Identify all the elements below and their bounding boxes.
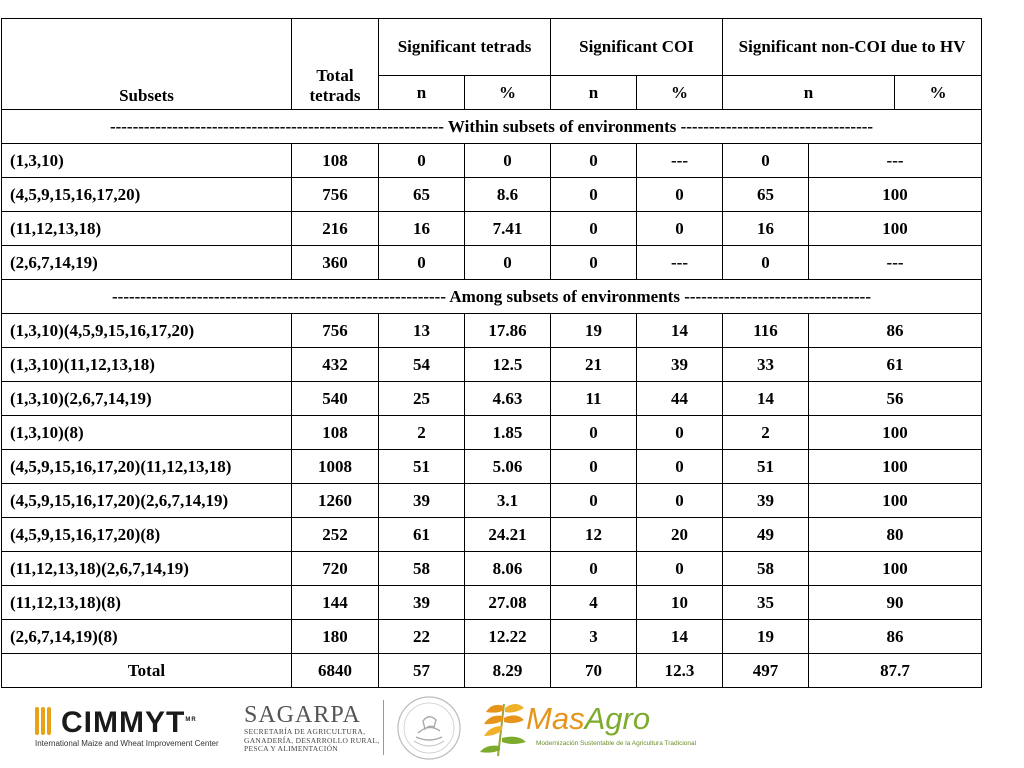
cell-noncoi-pct: ---	[809, 144, 982, 178]
section-among	[2, 280, 982, 314]
cell-noncoi-pct: ---	[809, 246, 982, 280]
cell-tetrads-pct: 12.5	[465, 348, 551, 382]
cell-noncoi-pct: 100	[809, 450, 982, 484]
table-row	[2, 314, 982, 348]
cell-subset: (4,5,9,15,16,17,20)(8)	[2, 518, 292, 552]
cell-subset: (1,3,10)	[2, 144, 292, 178]
cell-total-tetrads: 360	[292, 246, 379, 280]
cell-total-tetrads: 144	[292, 586, 379, 620]
cell-coi-n: 0	[551, 178, 637, 212]
cell-coi-pct: 14	[637, 620, 723, 654]
cell-noncoi-pct: 90	[809, 586, 982, 620]
cell-noncoi-n: 2	[723, 416, 809, 450]
cell-total-tetrads: 1008	[292, 450, 379, 484]
cell-coi-pct: 10	[637, 586, 723, 620]
cell-subset: (1,3,10)(8)	[2, 416, 292, 450]
cell-total-tetrads: 540	[292, 382, 379, 416]
header-row-1	[2, 19, 982, 76]
cell-noncoi-pct: 86	[809, 620, 982, 654]
cell-subset: (4,5,9,15,16,17,20)	[2, 178, 292, 212]
cell-subset: Total	[2, 654, 292, 688]
cell-tetrads-n: 25	[379, 382, 465, 416]
cell-coi-pct: ---	[637, 246, 723, 280]
cell-coi-pct: 0	[637, 450, 723, 484]
cell-coi-n: 0	[551, 552, 637, 586]
cell-coi-pct: 20	[637, 518, 723, 552]
cell-tetrads-pct: 8.06	[465, 552, 551, 586]
section-among-label: ----------------------------------------------------------- Among subsets of environments ---------------------------------	[2, 280, 982, 314]
cell-coi-n: 21	[551, 348, 637, 382]
cell-subset: (2,6,7,14,19)	[2, 246, 292, 280]
cell-noncoi-pct: 56	[809, 382, 982, 416]
cell-tetrads-pct: 0	[465, 246, 551, 280]
header-total-tetrads: Total tetrads	[292, 19, 379, 110]
cell-tetrads-pct: 17.86	[465, 314, 551, 348]
cell-coi-n: 3	[551, 620, 637, 654]
sagarpa-logo	[244, 702, 380, 764]
table-body	[2, 19, 982, 688]
cell-subset: (2,6,7,14,19)(8)	[2, 620, 292, 654]
cell-noncoi-n: 16	[723, 212, 809, 246]
total-row	[2, 654, 982, 688]
cell-total-tetrads: 180	[292, 620, 379, 654]
cell-coi-pct: 39	[637, 348, 723, 382]
cell-coi-n: 0	[551, 484, 637, 518]
table-row	[2, 246, 982, 280]
cell-tetrads-pct: 5.06	[465, 450, 551, 484]
cell-tetrads-n: 13	[379, 314, 465, 348]
cell-noncoi-n: 14	[723, 382, 809, 416]
header-noncoi-n: n	[723, 76, 895, 110]
cell-total-tetrads: 720	[292, 552, 379, 586]
logo-divider	[383, 700, 384, 755]
cell-coi-n: 70	[551, 654, 637, 688]
cell-coi-n: 0	[551, 144, 637, 178]
table-row	[2, 552, 982, 586]
table-row	[2, 484, 982, 518]
cell-coi-pct: 44	[637, 382, 723, 416]
cell-noncoi-n: 65	[723, 178, 809, 212]
cell-subset: (11,12,13,18)	[2, 212, 292, 246]
cell-coi-n: 4	[551, 586, 637, 620]
cell-coi-n: 0	[551, 416, 637, 450]
cell-tetrads-pct: 3.1	[465, 484, 551, 518]
cell-noncoi-n: 51	[723, 450, 809, 484]
cell-tetrads-pct: 24.21	[465, 518, 551, 552]
cell-noncoi-n: 58	[723, 552, 809, 586]
cell-noncoi-n: 39	[723, 484, 809, 518]
cell-noncoi-n: 0	[723, 246, 809, 280]
cell-noncoi-pct: 100	[809, 416, 982, 450]
header-tetrads-pct: %	[465, 76, 551, 110]
cell-noncoi-pct: 80	[809, 518, 982, 552]
cell-tetrads-n: 39	[379, 586, 465, 620]
cell-coi-n: 12	[551, 518, 637, 552]
cell-tetrads-n: 39	[379, 484, 465, 518]
cell-tetrads-n: 54	[379, 348, 465, 382]
cell-tetrads-pct: 1.85	[465, 416, 551, 450]
cell-coi-n: 0	[551, 450, 637, 484]
cell-total-tetrads: 108	[292, 416, 379, 450]
cell-coi-pct: 12.3	[637, 654, 723, 688]
cell-tetrads-n: 0	[379, 144, 465, 178]
cell-subset: (1,3,10)(2,6,7,14,19)	[2, 382, 292, 416]
cell-coi-pct: 0	[637, 178, 723, 212]
cell-noncoi-pct: 87.7	[809, 654, 982, 688]
cell-total-tetrads: 756	[292, 314, 379, 348]
cell-noncoi-n: 0	[723, 144, 809, 178]
cell-noncoi-n: 116	[723, 314, 809, 348]
cell-noncoi-n: 49	[723, 518, 809, 552]
cell-noncoi-n: 33	[723, 348, 809, 382]
cell-tetrads-n: 2	[379, 416, 465, 450]
cimmyt-subtitle: International Maize and Wheat Improvement Center	[35, 739, 219, 748]
cell-coi-pct: 14	[637, 314, 723, 348]
cell-noncoi-n: 35	[723, 586, 809, 620]
cell-total-tetrads: 216	[292, 212, 379, 246]
cell-subset: (1,3,10)(11,12,13,18)	[2, 348, 292, 382]
header-subsets: Subsets	[2, 19, 292, 110]
cimmyt-logo	[35, 703, 220, 753]
cell-tetrads-n: 0	[379, 246, 465, 280]
table-row	[2, 518, 982, 552]
cell-tetrads-pct: 0	[465, 144, 551, 178]
masagro-wordmark: MasAgro	[526, 701, 651, 736]
table-row	[2, 450, 982, 484]
cell-noncoi-n: 497	[723, 654, 809, 688]
sagarpa-line-2: GANADERÍA, DESARROLLO RURAL,	[244, 735, 380, 745]
header-coi-n: n	[551, 76, 637, 110]
cell-total-tetrads: 6840	[292, 654, 379, 688]
cell-tetrads-pct: 27.08	[465, 586, 551, 620]
cell-coi-pct: 0	[637, 212, 723, 246]
header-coi-pct: %	[637, 76, 723, 110]
cell-tetrads-pct: 7.41	[465, 212, 551, 246]
cell-total-tetrads: 432	[292, 348, 379, 382]
cell-noncoi-pct: 100	[809, 178, 982, 212]
cell-noncoi-pct: 100	[809, 212, 982, 246]
header-tetrads-n: n	[379, 76, 465, 110]
cell-subset: (4,5,9,15,16,17,20)(11,12,13,18)	[2, 450, 292, 484]
section-within-label: ----------------------------------------------------------- Within subsets of environments ----------------------------------	[2, 110, 982, 144]
cell-tetrads-n: 58	[379, 552, 465, 586]
table-row	[2, 178, 982, 212]
cell-tetrads-n: 16	[379, 212, 465, 246]
cell-coi-pct: 0	[637, 416, 723, 450]
table-row	[2, 416, 982, 450]
cell-coi-n: 0	[551, 212, 637, 246]
cell-coi-pct: 0	[637, 552, 723, 586]
results-table	[1, 18, 982, 688]
cell-coi-n: 11	[551, 382, 637, 416]
cell-total-tetrads: 1260	[292, 484, 379, 518]
cell-tetrads-pct: 12.22	[465, 620, 551, 654]
maize-icon	[35, 707, 57, 735]
sagarpa-line-3: PESCA Y ALIMENTACIÓN	[244, 744, 339, 753]
cimmyt-wordmark: $CIMMYT^{MR}$	[61, 706, 197, 739]
cell-noncoi-n: 19	[723, 620, 809, 654]
cell-total-tetrads: 756	[292, 178, 379, 212]
cell-coi-n: 0	[551, 246, 637, 280]
cell-tetrads-pct: 4.63	[465, 382, 551, 416]
section-within	[2, 110, 982, 144]
cell-tetrads-n: 51	[379, 450, 465, 484]
cell-tetrads-n: 22	[379, 620, 465, 654]
cell-tetrads-n: 57	[379, 654, 465, 688]
table-row	[2, 382, 982, 416]
table-row	[2, 586, 982, 620]
cell-subset: (11,12,13,18)(2,6,7,14,19)	[2, 552, 292, 586]
cell-total-tetrads: 252	[292, 518, 379, 552]
table-row	[2, 348, 982, 382]
cell-noncoi-pct: 100	[809, 552, 982, 586]
table-row	[2, 212, 982, 246]
masagro-logo	[478, 694, 697, 758]
cell-tetrads-n: 65	[379, 178, 465, 212]
cell-tetrads-pct: 8.29	[465, 654, 551, 688]
sagarpa-wordmark: SAGARPA	[244, 702, 361, 728]
header-significant-non-coi: Significant non-COI due to HV	[723, 19, 982, 76]
cell-tetrads-pct: 8.6	[465, 178, 551, 212]
cell-total-tetrads: 108	[292, 144, 379, 178]
header-significant-tetrads: Significant tetrads	[379, 19, 551, 76]
cell-coi-n: 19	[551, 314, 637, 348]
cell-coi-pct: ---	[637, 144, 723, 178]
cell-tetrads-n: 61	[379, 518, 465, 552]
cell-subset: (11,12,13,18)(8)	[2, 586, 292, 620]
header-noncoi-pct: %	[895, 76, 982, 110]
table-row	[2, 620, 982, 654]
cell-noncoi-pct: 61	[809, 348, 982, 382]
cell-subset: (1,3,10)(4,5,9,15,16,17,20)	[2, 314, 292, 348]
cell-coi-pct: 0	[637, 484, 723, 518]
cell-noncoi-pct: 100	[809, 484, 982, 518]
cell-subset: (4,5,9,15,16,17,20)(2,6,7,14,19)	[2, 484, 292, 518]
table-row	[2, 144, 982, 178]
mexico-seal-icon	[390, 693, 468, 763]
sagarpa-line-1: SECRETARÍA DE AGRICULTURA,	[244, 727, 366, 736]
cell-noncoi-pct: 86	[809, 314, 982, 348]
header-significant-coi: Significant COI	[551, 19, 723, 76]
masagro-subtitle: Modernización Sustentable de la Agricultura Tradicional	[536, 740, 697, 747]
